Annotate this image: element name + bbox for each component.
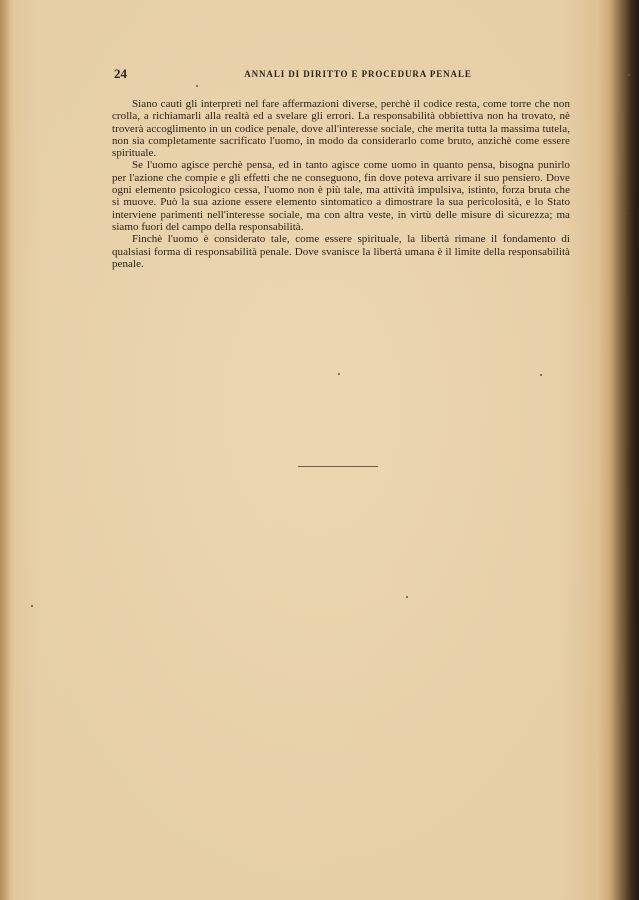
paper-speck <box>628 74 630 76</box>
paper-speck <box>196 85 198 87</box>
paper-speck <box>625 212 627 214</box>
page-number: 24 <box>114 66 127 81</box>
page-header <box>114 66 570 86</box>
paper-speck <box>406 596 408 598</box>
paragraph: Se l'uomo agisce perchè pensa, ed in tanto agisce come uomo in quanto pensa, bisogna punirlo per l'azione che compie e gli effetti che ne conseguono, fin dove poteva arrivare il suo pensiero. Dove ogni elemento psicologico cessa, l'uomo non è più tale, ma attività impulsiva, istinto, forza bruta che si muove. Può la sua azione essere elemento sintomatico a dimostrare la sua pericolosità, e lo Stato interviene parimenti nell'interesse sociale, ma con altra veste, in virtù delle misure di sicurezza; ma siamo fuori del campo della responsabilità. <box>112 159 570 233</box>
spine-shadow <box>609 0 639 900</box>
running-head: ANNALI DI DIRITTO E PROCEDURA PENALE <box>244 69 472 79</box>
paper-speck <box>540 374 542 376</box>
paragraph: Finchè l'uomo è considerato tale, come essere spirituale, la libertà rimane il fondamento di qualsiasi forma di responsabilità penale. Dove svanisce la libertà umana è il limite della responsabilità penale. <box>112 233 570 270</box>
paper-speck <box>338 373 340 375</box>
body-text <box>112 98 570 270</box>
paragraph: Siano cauti gli interpreti nel fare affermazioni diverse, perchè il codice resta, come torre che non crolla, a richiamarli alla realtà ed a svelare gli errori. La responsabilità obbiettiva non ha trovato, nè troverà accoglimento in un codice penale, dove all'interesse sociale, che merita tutta la massima tutela, non sia completamente sacrificato l'uomo, in modo da considerarlo come bruto, anzichè come essere spirituale. <box>112 98 570 160</box>
paper-speck <box>31 605 33 607</box>
page-left-edge <box>0 0 10 900</box>
section-divider <box>298 466 378 467</box>
